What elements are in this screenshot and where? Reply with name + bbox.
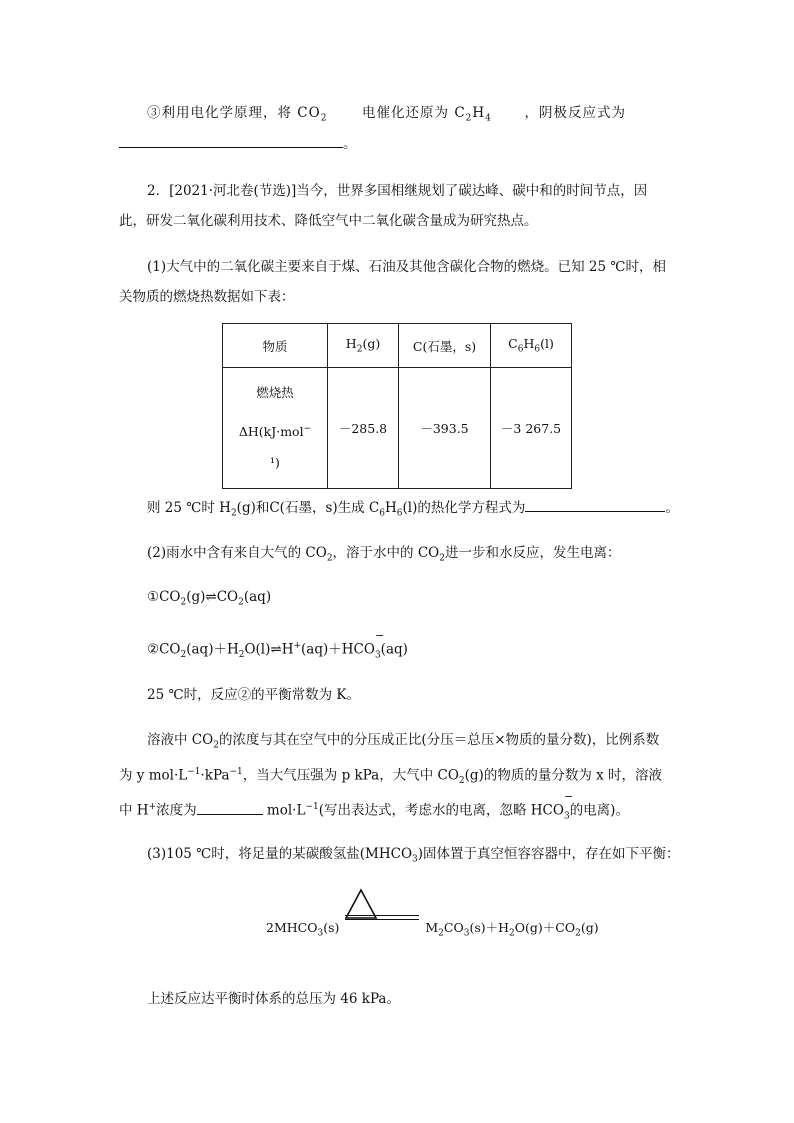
sub: 2: [213, 740, 219, 751]
text: ①CO: [147, 589, 181, 605]
sub: 2: [465, 113, 473, 124]
value-h2: －285.8: [328, 368, 399, 489]
sub: 6: [534, 344, 541, 355]
text: (s): [323, 920, 340, 935]
text: (aq): [380, 641, 408, 658]
text: O(g)＋CO: [514, 920, 576, 935]
h: H: [472, 105, 486, 121]
sub: 3: [317, 928, 324, 939]
equation-1: [147, 587, 271, 613]
text: (g): [580, 920, 599, 935]
text: 中 H: [119, 802, 149, 819]
text: )固体置于真空恒容容器中，存在如下平衡：: [417, 846, 680, 862]
text: mol·L: [266, 802, 306, 819]
text: (2)雨水中含有来自大气的 CO: [147, 545, 327, 561]
value-graphite: －393.5: [399, 368, 491, 489]
sub: 3: [412, 854, 418, 865]
text: ②CO: [147, 641, 181, 658]
header-benzene: [491, 324, 572, 368]
text: (g)和C(石墨，s)生成 C: [236, 500, 380, 516]
text: (l)的热化学方程式为: [402, 500, 526, 516]
total-pressure-line: 上述反应达平衡时体系的总压为 46 kPa。: [147, 991, 400, 1007]
text: (s)＋H: [469, 920, 510, 935]
sub: 2: [238, 597, 244, 608]
answer-blank[interactable]: [197, 800, 263, 815]
text: 溶液中 CO: [147, 732, 214, 748]
label-line2: [223, 419, 327, 442]
sup: −1: [229, 767, 243, 777]
reaction-arrow: [343, 919, 421, 939]
text: 的电离)。: [569, 802, 629, 819]
sub: 6: [517, 344, 524, 355]
header-graphite: C(石墨，s): [399, 324, 491, 368]
text: (g)⇌CO: [186, 589, 239, 605]
q2-heading-cont: 此，研发二氧化碳利用技术、降低空气中二氧化碳含量成为研究热点。: [119, 213, 538, 229]
label-line3: ¹): [270, 454, 280, 470]
decomposition-reaction: [266, 918, 599, 944]
sub: 4: [485, 113, 492, 124]
text: 的浓度与其在空气中的分压成正比(分压＝总压×物质的量分数)，比例系数: [218, 732, 660, 748]
thermo-equation-line: 则 25 ℃时 $H_2(g)$和C(石墨，s)生成 $C_6H_6(l)$的热化学方程式为 。: [147, 497, 679, 524]
sup: −1: [187, 767, 201, 777]
value-benzene: －3 267.5: [491, 368, 572, 489]
solution-line1: [147, 730, 659, 756]
h2: H: [345, 336, 357, 352]
text: (aq)＋HCO: [301, 641, 375, 658]
text: M: [425, 920, 439, 935]
ion-charge: [375, 640, 381, 666]
q1-answer-blank-line: [119, 133, 357, 154]
text: (aq)＋H: [186, 641, 239, 658]
answer-blank[interactable]: [119, 133, 343, 148]
equation-2: [147, 636, 408, 665]
period: 。: [665, 500, 679, 516]
header-substance: 物质: [223, 324, 328, 368]
sub: 3: [374, 650, 381, 661]
k-line: 25 ℃时，反应②的平衡常数为 K。: [147, 687, 360, 703]
solution-line2: [119, 762, 662, 791]
text: (g)的物质的量分数为 x 时，溶液: [464, 767, 663, 784]
sub: 2: [230, 508, 237, 519]
text: 为 y mol·L: [119, 767, 188, 784]
text: 2MHCO: [266, 920, 318, 935]
text: (aq): [243, 589, 272, 605]
solution-line3: [119, 797, 629, 826]
ion-charge: [564, 801, 570, 827]
q1-part3-text: ③利用电化学原理，将 CO: [147, 105, 321, 121]
q1-part3-suffix: ，阴极反应式为: [524, 105, 626, 121]
text: 进一步和水反应，发生电离：: [444, 545, 621, 561]
state: (l): [540, 336, 554, 352]
q1-part3-line: [147, 103, 626, 129]
q2-part1-line1: (1)大气中的二氧化碳主要来自于煤、石油及其他含碳化合物的燃烧。已知 25 ℃时，相: [147, 259, 666, 275]
sub: 2: [320, 113, 328, 124]
sub: 2: [509, 928, 515, 939]
text: CO: [443, 920, 464, 935]
text: ·kPa: [200, 767, 230, 784]
sub: 3: [563, 811, 570, 822]
c: C: [508, 336, 518, 352]
sup: −: [303, 424, 312, 435]
q2-part2-line: [147, 543, 620, 569]
q2-heading: 2．[2021·河北卷(节选)]当今，世界多国相继规划了碳达峰、碳中和的时间节点，因: [147, 183, 648, 199]
sup: −1: [305, 802, 319, 812]
row-label-combustion-heat: [223, 368, 328, 489]
sub: 3: [463, 928, 470, 939]
q1-part3-mid: 电催化还原为 C: [362, 105, 466, 121]
text: O(l)⇌H: [244, 641, 294, 658]
text: (写出表达式，考虑水的电离，忽略 HCO: [318, 802, 564, 819]
sub: 2: [180, 650, 187, 661]
text: H: [385, 500, 397, 516]
q2-part3-line: [147, 844, 680, 870]
answer-blank[interactable]: [525, 497, 665, 512]
text: (3)105 ℃时，将足量的某碳酸氢盐(MHCO: [147, 846, 413, 862]
sub: 2: [356, 344, 363, 355]
sub: 2: [180, 597, 187, 608]
sub: 2: [438, 928, 444, 939]
sub: 2: [575, 928, 581, 939]
q2-part1-line2: 关物质的燃烧热数据如下表：: [119, 289, 295, 305]
h: H: [523, 336, 535, 352]
label-text: ΔH(kJ·mol: [238, 424, 304, 440]
combustion-heat-table: [222, 323, 572, 489]
text: 则 25 ℃时 H: [147, 500, 231, 516]
label-line1: 燃烧热: [256, 385, 294, 401]
state: (g): [362, 336, 381, 352]
sub: 2: [326, 553, 333, 564]
sup: +: [148, 802, 157, 812]
sub: 2: [439, 553, 445, 564]
header-h2: [328, 324, 399, 368]
sub: 2: [458, 776, 465, 787]
period: 。: [343, 136, 357, 152]
sub: 2: [238, 650, 245, 661]
text: ，溶于水中的 CO: [332, 545, 440, 561]
text: 浓度为: [156, 802, 197, 819]
sup: +: [293, 641, 302, 651]
text: ，当大气压强为 p kPa，大气中 CO: [242, 767, 459, 784]
